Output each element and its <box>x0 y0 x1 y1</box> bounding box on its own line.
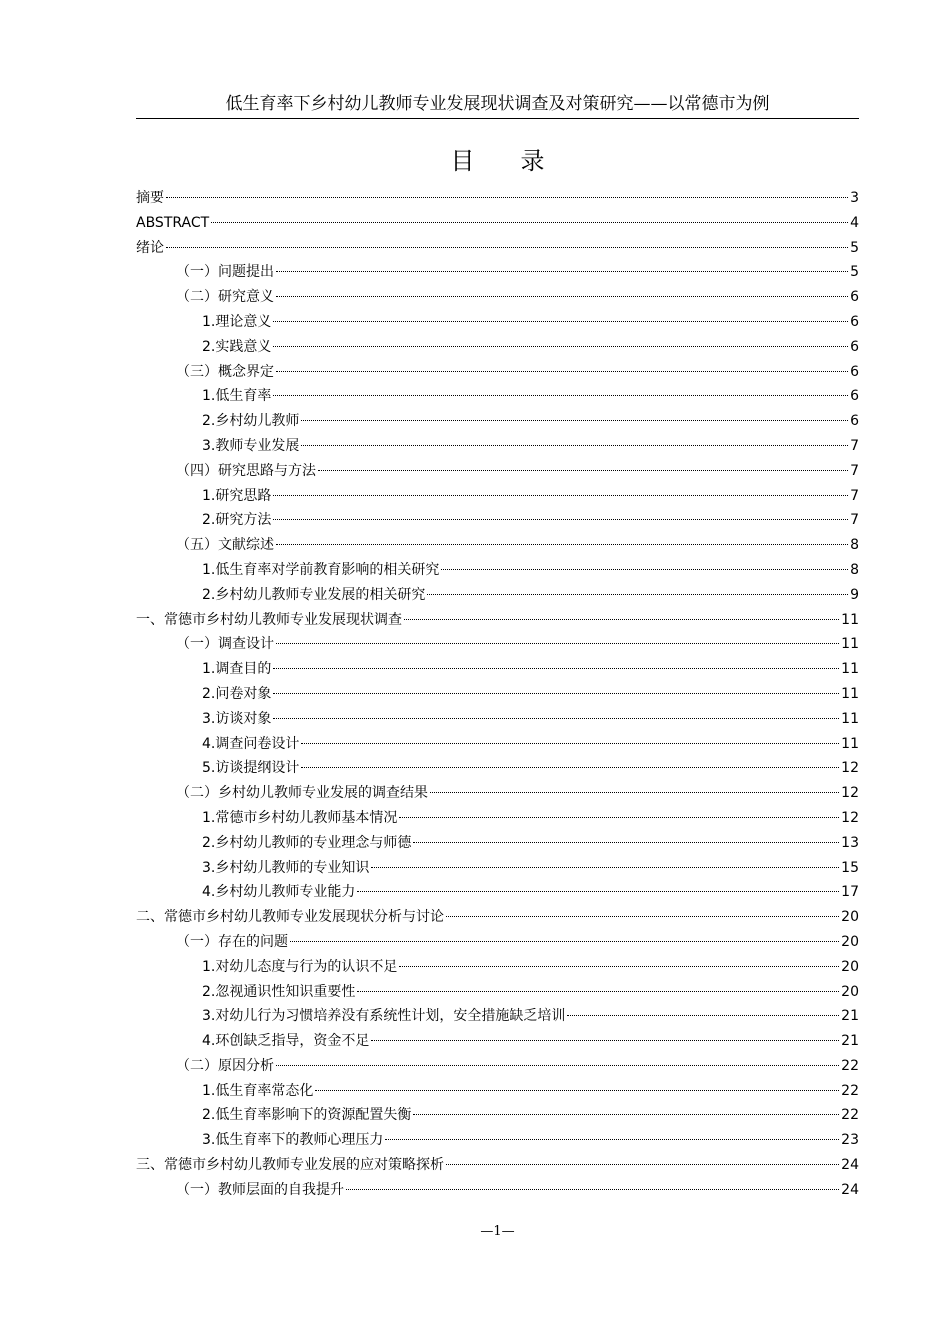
toc-entry-page: 3 <box>850 190 859 206</box>
toc-entry-label: 3.访谈对象 <box>202 710 272 727</box>
toc-entry-label: 3.乡村幼儿教师的专业知识 <box>202 859 370 876</box>
toc-entry-page: 12 <box>841 785 859 802</box>
toc-dot-leader <box>166 197 848 198</box>
toc-entry-label: 1.对幼儿态度与行为的认识不足 <box>202 958 398 975</box>
toc-entry-label: 4.乡村幼儿教师专业能力 <box>202 884 356 901</box>
toc-entry-label: 1.低生育率 <box>202 388 272 405</box>
toc-entry[interactable] <box>136 657 859 682</box>
running-header: 低生育率下乡村幼儿教师专业发展现状调查及对策研究——以常德市为例 <box>225 94 770 114</box>
toc-entry-page: 20 <box>841 933 859 950</box>
toc-entry[interactable] <box>136 508 859 533</box>
toc-entry-label: 一、常德市乡村幼儿教师专业发展现状调查 <box>136 611 402 628</box>
toc-entry-label: 1.研究思路 <box>202 487 272 504</box>
toc-entry-label: （二）原因分析 <box>176 1057 274 1074</box>
toc-dot-leader <box>276 296 848 297</box>
toc-entry-label: 2.研究方法 <box>202 512 272 529</box>
toc-dot-leader <box>371 867 839 868</box>
toc-entry-label: （一）教师层面的自我提升 <box>176 1181 344 1198</box>
toc-entry[interactable] <box>136 558 859 583</box>
toc-entry[interactable] <box>136 905 859 930</box>
toc-entry-label: 三、常德市乡村幼儿教师专业发展的应对策略探析 <box>136 1157 444 1174</box>
toc-entry-page: 12 <box>841 760 859 777</box>
toc-dot-leader <box>276 1065 839 1066</box>
toc-dot-leader <box>413 1114 839 1115</box>
toc-dot-leader <box>301 420 848 421</box>
toc-entry-page: 12 <box>841 809 859 826</box>
toc-dot-leader <box>276 371 848 372</box>
toc-entry-label: 摘要 <box>136 190 164 206</box>
toc-entry[interactable] <box>136 632 859 657</box>
toc-entry-label: ABSTRACT <box>136 214 210 231</box>
toc-entry-page: 11 <box>841 661 859 678</box>
toc-entry-label: 绪论 <box>136 239 164 256</box>
toc-entry-page: 6 <box>850 363 859 380</box>
toc-dot-leader <box>441 569 848 570</box>
toc-entry-page: 20 <box>841 958 859 975</box>
toc-entry[interactable] <box>136 856 859 881</box>
toc-entry-page: 24 <box>841 1157 859 1174</box>
toc-entry-label: 2.乡村幼儿教师的专业理念与师德 <box>202 834 412 851</box>
toc-entry-label: 1.理论意义 <box>202 313 272 330</box>
toc-entry-label: （一）问题提出 <box>176 264 274 281</box>
toc-entry-page: 11 <box>841 636 859 653</box>
toc-entry-page: 7 <box>850 437 859 454</box>
toc-entry[interactable] <box>136 310 859 335</box>
toc-dot-leader <box>413 842 839 843</box>
toc-entry-label: 2.实践意义 <box>202 338 272 355</box>
toc-entry-page: 15 <box>841 859 859 876</box>
toc-dot-leader <box>357 991 839 992</box>
toc-entry[interactable] <box>136 484 859 509</box>
toc-entry[interactable] <box>136 930 859 955</box>
toc-dot-leader <box>446 916 839 917</box>
toc-entry-label: 4.调查问卷设计 <box>202 735 300 752</box>
toc-entry[interactable] <box>136 1004 859 1029</box>
toc-entry-label: 2.低生育率影响下的资源配置失衡 <box>202 1107 412 1124</box>
toc-entry-page: 22 <box>841 1057 859 1074</box>
toc-entry[interactable] <box>136 186 859 211</box>
toc-entry-page: 5 <box>850 239 859 256</box>
toc-entry-label: 5.访谈提纲设计 <box>202 760 300 777</box>
toc-dot-leader <box>273 395 848 396</box>
toc-dot-leader <box>346 1189 839 1190</box>
toc-entry-page: 5 <box>850 264 859 281</box>
toc-entry-label: （三）概念界定 <box>176 363 274 380</box>
toc-entry-page: 6 <box>850 289 859 306</box>
toc-dot-leader <box>446 1164 839 1165</box>
toc-entry-label: （五）文献综述 <box>176 537 274 554</box>
toc-dot-leader <box>273 321 848 322</box>
toc-entry[interactable] <box>136 831 859 856</box>
toc-dot-leader <box>567 1015 839 1016</box>
toc-entry-page: 20 <box>841 909 859 926</box>
toc-entry-page: 6 <box>850 313 859 330</box>
toc-entry-page: 22 <box>841 1082 859 1099</box>
toc-dot-leader <box>273 346 848 347</box>
toc-dot-leader <box>357 891 839 892</box>
toc-dot-leader <box>371 1040 839 1041</box>
toc-entry[interactable] <box>136 682 859 707</box>
toc-entry[interactable] <box>136 880 859 905</box>
toc-entry[interactable] <box>136 459 859 484</box>
toc-entry-page: 11 <box>841 685 859 702</box>
page-number: —1— <box>480 1224 515 1239</box>
toc-dot-leader <box>273 495 848 496</box>
toc-entry[interactable] <box>136 707 859 732</box>
toc-entry-page: 11 <box>841 611 859 628</box>
toc-entry[interactable] <box>136 1153 859 1178</box>
toc-entry-page: 6 <box>850 388 859 405</box>
toc-dot-leader <box>301 767 839 768</box>
toc-entry[interactable] <box>136 781 859 806</box>
toc-entry-label: （四）研究思路与方法 <box>176 462 316 479</box>
toc-entry-label: 1.低生育率对学前教育影响的相关研究 <box>202 561 440 578</box>
toc-entry-label: 2.乡村幼儿教师专业发展的相关研究 <box>202 586 426 603</box>
toc-entry[interactable] <box>136 211 859 236</box>
toc-entry[interactable] <box>136 434 859 459</box>
toc-dot-leader <box>301 743 839 744</box>
toc-entry[interactable] <box>136 806 859 831</box>
toc-entry[interactable] <box>136 583 859 608</box>
toc-entry-page: 13 <box>841 834 859 851</box>
toc-entry-page: 8 <box>850 537 859 554</box>
toc-dot-leader <box>273 693 839 694</box>
toc-dot-leader <box>430 792 839 793</box>
toc-entry-label: （二）研究意义 <box>176 289 274 306</box>
toc-entry-label: 2.问卷对象 <box>202 685 272 702</box>
toc-entry-label: （一）调查设计 <box>176 636 274 653</box>
toc-dot-leader <box>276 643 839 644</box>
toc-entry-label: 4.环创缺乏指导，资金不足 <box>202 1033 370 1050</box>
toc-entry-label: 3.对幼儿行为习惯培养没有系统性计划，安全措施缺乏培训 <box>202 1008 566 1025</box>
toc-entry[interactable] <box>136 980 859 1005</box>
table-of-contents <box>136 186 859 1203</box>
toc-entry[interactable] <box>136 335 859 360</box>
toc-entry[interactable] <box>136 285 859 310</box>
toc-entry-page: 7 <box>850 462 859 479</box>
toc-dot-leader <box>273 668 839 669</box>
toc-dot-leader <box>399 966 839 967</box>
toc-entry-page: 7 <box>850 512 859 529</box>
toc-entry[interactable] <box>136 236 859 261</box>
toc-entry[interactable] <box>136 608 859 633</box>
toc-dot-leader <box>290 941 839 942</box>
toc-entry[interactable] <box>136 1054 859 1079</box>
toc-entry[interactable] <box>136 1079 859 1104</box>
toc-entry-page: 6 <box>850 338 859 355</box>
toc-entry[interactable] <box>136 384 859 409</box>
toc-dot-leader <box>273 519 848 520</box>
toc-entry-page: 4 <box>850 214 859 231</box>
toc-entry[interactable] <box>136 1128 859 1153</box>
toc-dot-leader <box>166 247 848 248</box>
toc-entry[interactable] <box>136 1103 859 1128</box>
toc-entry-page: 11 <box>841 735 859 752</box>
toc-entry-label: （二）乡村幼儿教师专业发展的调查结果 <box>176 785 428 802</box>
header-rule <box>136 118 859 119</box>
toc-entry[interactable] <box>136 1029 859 1054</box>
toc-entry-page: 6 <box>850 413 859 430</box>
toc-entry[interactable] <box>136 955 859 980</box>
toc-entry-page: 21 <box>841 1008 859 1025</box>
toc-entry[interactable] <box>136 756 859 781</box>
toc-entry[interactable] <box>136 260 859 285</box>
toc-dot-leader <box>211 222 848 223</box>
toc-entry-page: 24 <box>841 1181 859 1198</box>
toc-dot-leader <box>276 271 848 272</box>
toc-entry-label: 1.调查目的 <box>202 661 272 678</box>
toc-entry-page: 9 <box>850 586 859 603</box>
toc-dot-leader <box>404 619 839 620</box>
toc-entry-label: （一）存在的问题 <box>176 933 288 950</box>
toc-entry-label: 二、常德市乡村幼儿教师专业发展现状分析与讨论 <box>136 909 444 926</box>
toc-entry[interactable] <box>136 409 859 434</box>
toc-entry[interactable] <box>136 533 859 558</box>
toc-entry-label: 2.乡村幼儿教师 <box>202 413 300 430</box>
toc-entry-page: 8 <box>850 561 859 578</box>
toc-dot-leader <box>385 1139 839 1140</box>
toc-entry[interactable] <box>136 1178 859 1203</box>
toc-dot-leader <box>427 594 848 595</box>
toc-dot-leader <box>318 470 848 471</box>
toc-title: 目录 <box>450 147 591 175</box>
toc-entry-page: 11 <box>841 710 859 727</box>
toc-entry-label: 3.低生育率下的教师心理压力 <box>202 1132 384 1149</box>
toc-entry-page: 23 <box>841 1132 859 1149</box>
toc-entry-page: 21 <box>841 1033 859 1050</box>
toc-entry-page: 7 <box>850 487 859 504</box>
toc-entry-label: 2.忽视通识性知识重要性 <box>202 983 356 1000</box>
toc-entry-label: 1.常德市乡村幼儿教师基本情况 <box>202 809 398 826</box>
toc-entry-page: 22 <box>841 1107 859 1124</box>
toc-dot-leader <box>399 817 839 818</box>
toc-entry-page: 20 <box>841 983 859 1000</box>
toc-entry[interactable] <box>136 360 859 385</box>
toc-entry-label: 1.低生育率常态化 <box>202 1082 314 1099</box>
toc-entry-page: 17 <box>841 884 859 901</box>
toc-entry-label: 3.教师专业发展 <box>202 437 300 454</box>
toc-dot-leader <box>301 445 848 446</box>
toc-entry[interactable] <box>136 732 859 757</box>
toc-dot-leader <box>315 1090 839 1091</box>
toc-dot-leader <box>276 544 848 545</box>
toc-dot-leader <box>273 718 839 719</box>
